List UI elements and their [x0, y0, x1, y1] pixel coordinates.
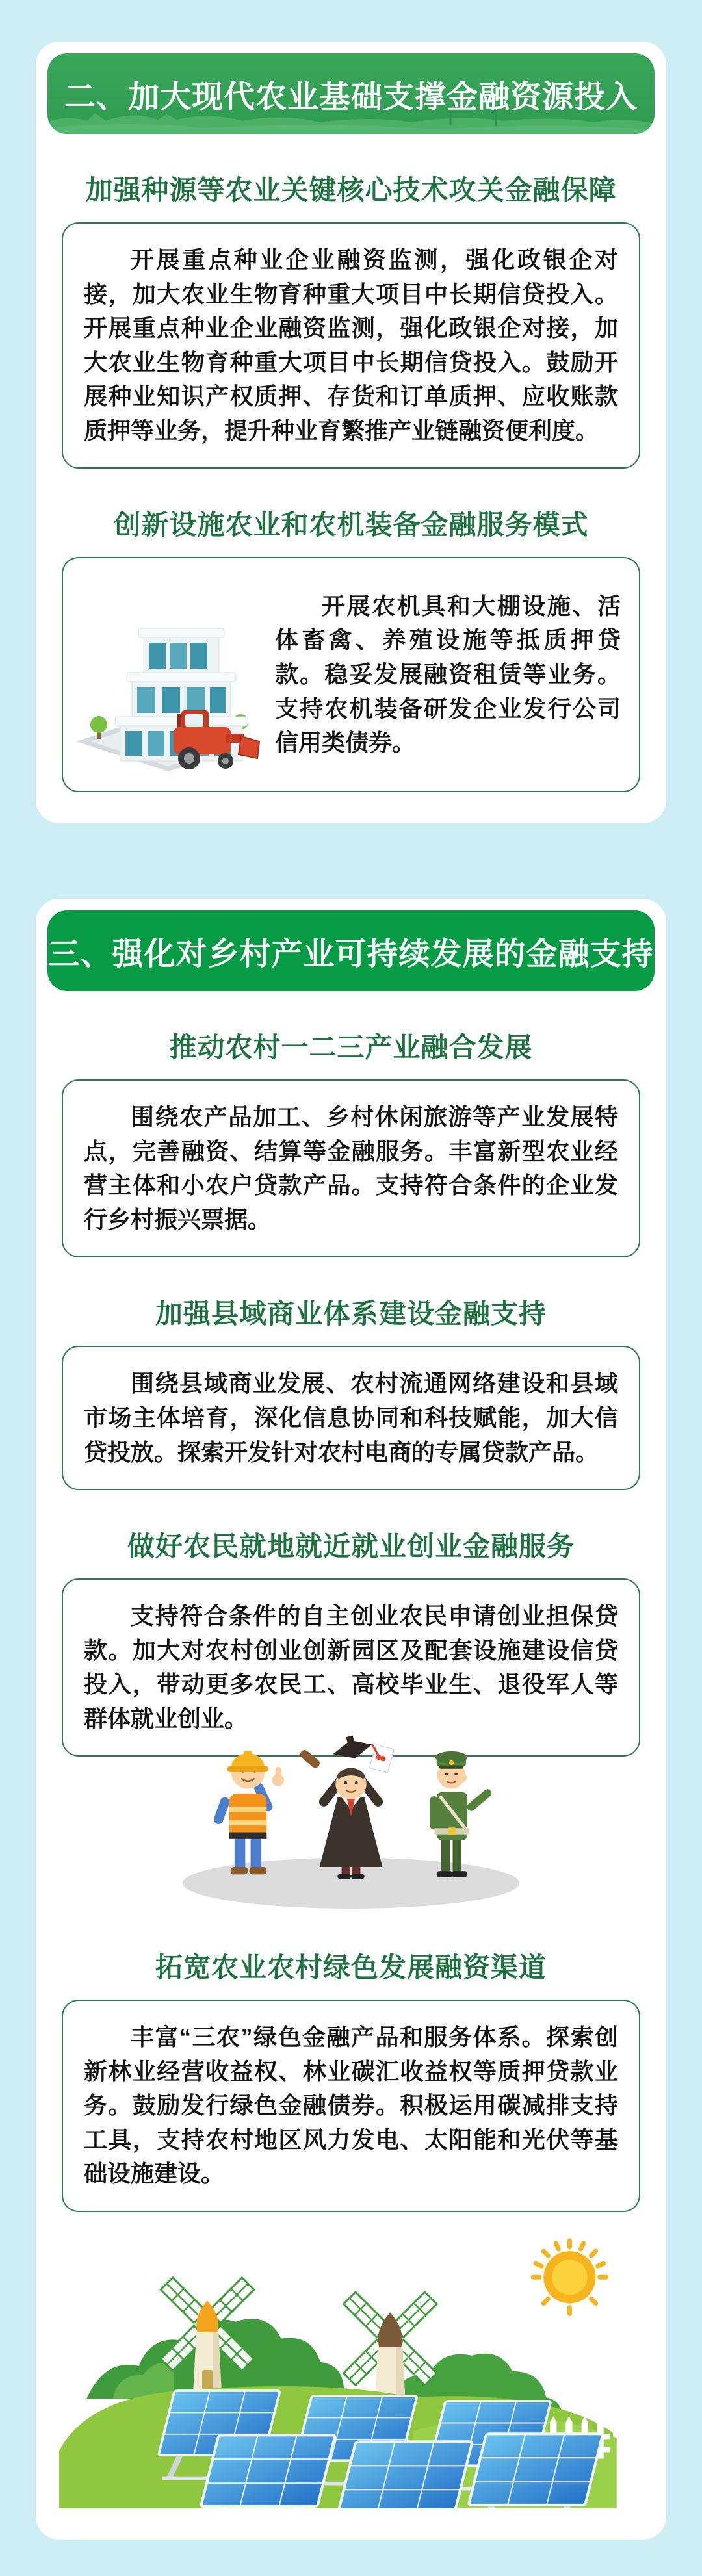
graduate-icon: [298, 1730, 394, 1879]
block-title-county-commerce: 加强县域商业体系建设金融支持: [155, 1298, 547, 1330]
text-box-seed-finance: [62, 222, 640, 469]
green-energy-illustration: [47, 2234, 655, 2508]
paragraph: 围绕农产品加工、乡村休闲旅游等产业发展特点，完善融资、结算等金融服务。丰富新型农业经营主体和小农户贷款产品。支持符合条件的企业发行乡村振兴票据。: [84, 1103, 618, 1233]
paragraph: 丰富“三农”绿色金融产品和服务体系。探索创新林业经营收益权、林业碳汇收益权等质押贷款业务。鼓励发行绿色金融债券。积极运用碳减排支持工具，支持农村地区风力发电、太阳能和光伏等基础设施建设。: [84, 2024, 618, 2187]
block-title-seed-finance: 加强种源等农业关键核心技术攻关金融保障: [85, 175, 617, 205]
block-title-employment-service: 做好农民就地就近就业创业金融服务: [127, 1531, 575, 1562]
section-card-3: [36, 899, 666, 2540]
construction-worker-icon: [213, 1751, 284, 1874]
solar-panels: [159, 2391, 603, 2508]
section-3-banner: [47, 910, 655, 991]
section-2-banner-title: 二、加大现代农业基础支撑金融资源投入: [64, 79, 638, 114]
sun-icon: [533, 2241, 606, 2313]
text-box-county-commerce: [62, 1346, 640, 1490]
paragraph: 开展重点种业企业融资监测，强化政银企对接，加大农业生物育种重大项目中长期信贷投入。开展重点种业企业融资监测，强化政银企对接，加大农业生物育种重大项目中长期信贷投入。鼓励开展种业知识产权质押、存货和订单质押、应收账款质押等业务，提升种业育繁推产业链融资便利度。: [84, 246, 618, 444]
section-2-banner: [47, 53, 655, 134]
section-card-2: [36, 42, 666, 823]
paragraph: 支持符合条件的自主创业农民申请创业担保贷款。加大对农村创业创新园区及配套设施建设信贷投入，带动更多农民工、高校毕业生、退役军人等群体就业创业。: [84, 1603, 618, 1732]
paragraph: 开展农机具和大棚设施、活体畜禽、养殖设施等抵质押贷款。稳妥发展融资租赁等业务。支持农机装备研发企业发行公司信用类债券。: [275, 592, 621, 756]
building-harvester-illustration: [71, 574, 266, 775]
block-title-machinery-finance: 创新设施农业和农机装备金融服务模式: [113, 509, 589, 541]
section-3-banner-title: 三、强化对乡村产业可持续发展的金融支持: [48, 936, 654, 972]
block-title-industry-fusion: 推动农村一二三产业融合发展: [169, 1032, 533, 1063]
text-box-green-finance: [62, 2000, 640, 2212]
text-box-machinery-finance: [62, 557, 640, 792]
text-box-industry-fusion: [62, 1079, 640, 1257]
people-illustration: [136, 1729, 566, 1911]
soldier-icon: [430, 1751, 493, 1877]
paragraph: 围绕县域商业发展、农村流通网络建设和县域市场主体培育，深化信息协同和科技赋能，加大信贷投放。探索开发针对农村电商的专属贷款产品。: [84, 1370, 618, 1465]
block-title-green-finance: 拓宽农业农村绿色发展融资渠道: [155, 1952, 547, 1983]
